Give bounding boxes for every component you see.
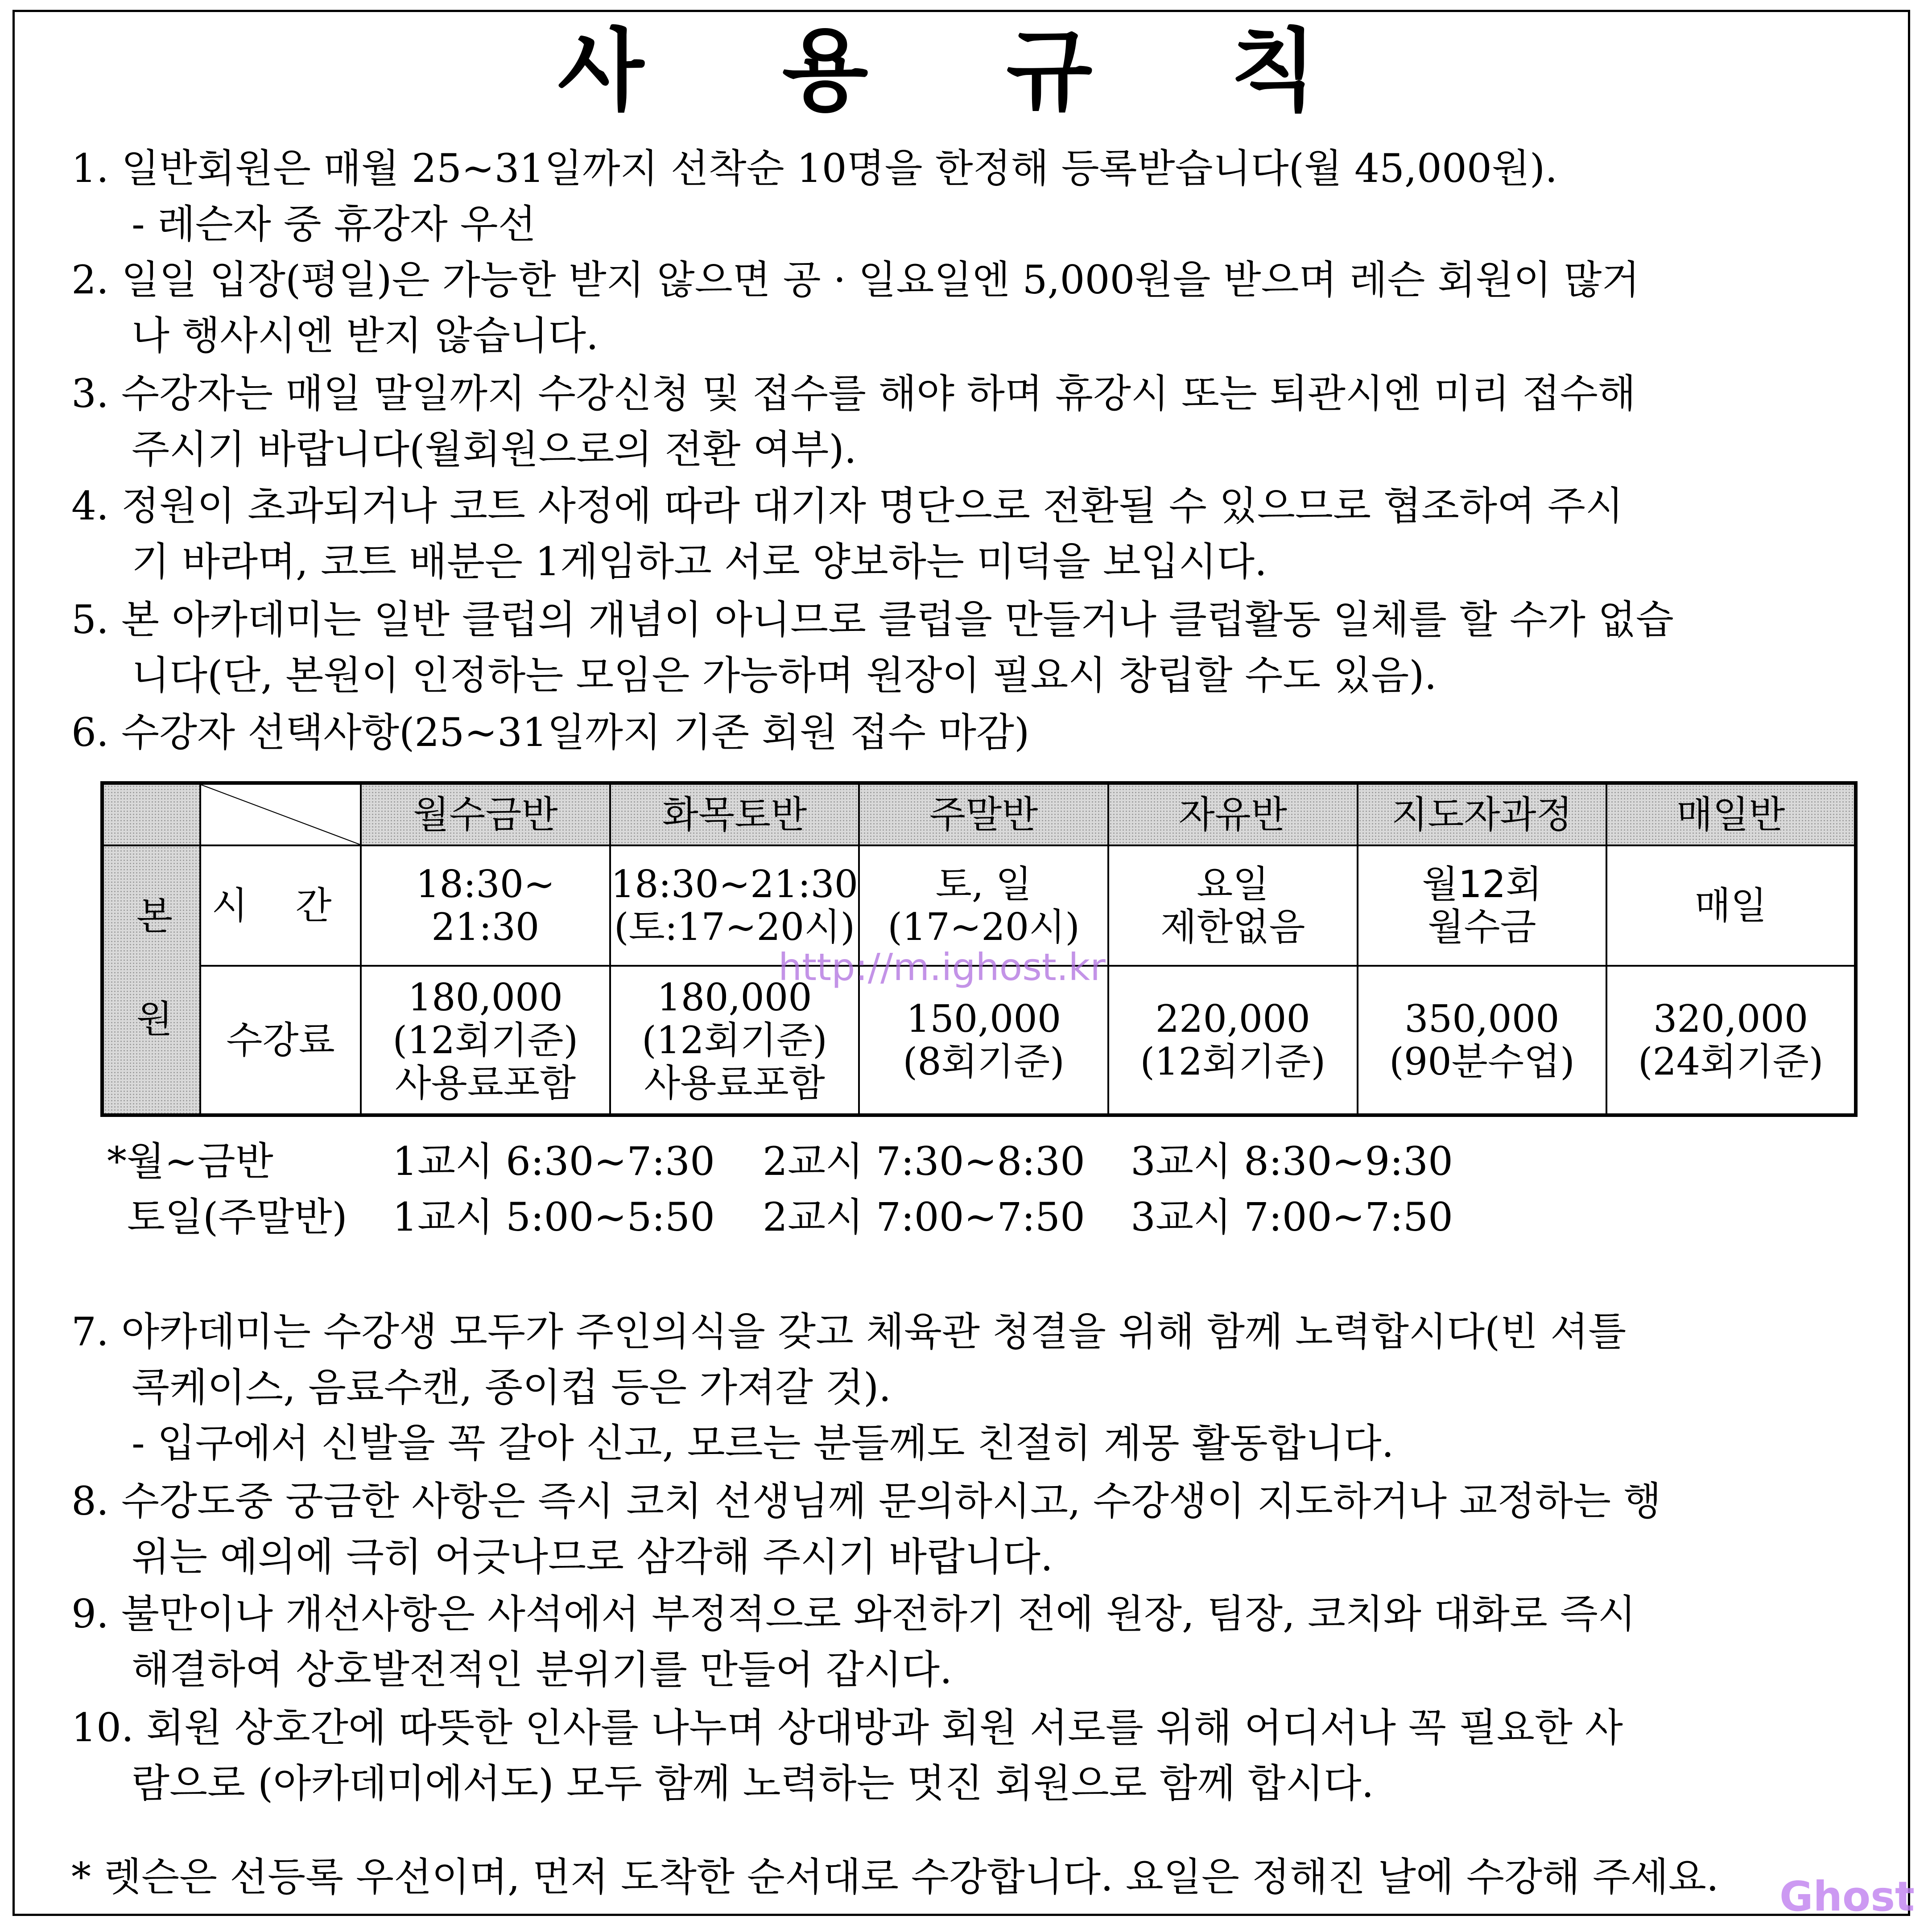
rule-7-sub: - 입구에서 신발을 꼭 갈아 신고, 모르는 분들께도 친절히 계몽 활동합니다. [132, 1420, 1394, 1466]
table-corner [102, 783, 200, 845]
rule-2-cont: 나 행사시엔 받지 않습니다. [132, 313, 599, 358]
col-header-free: 자유반 [1108, 783, 1358, 845]
rule-7-cont: 콕케이스, 음료수캔, 종이컵 등은 가져갈 것). [132, 1364, 892, 1410]
time-cell: 18:30~21:30 (토:17~20시) [610, 845, 859, 966]
period-weekday-label: *월~금반 [107, 1138, 273, 1184]
period-weekday-2: 2교시 7:30~8:30 [763, 1138, 1085, 1184]
fee-cell: 150,000 (8회기준) [859, 966, 1108, 1115]
col-header-instructor-course: 지도자과정 [1358, 783, 1607, 845]
fee-cell: 350,000 (90분수업) [1358, 966, 1607, 1115]
rule-7: 7. 아카데미는 수강생 모두가 주인의식을 갖고 체육관 청결을 위해 함께 노력합시다(빈 셔틀 [71, 1309, 1627, 1355]
rule-3: 3. 수강자는 매일 말일까지 수강신청 및 접수를 해야 하며 휴강시 또는 퇴관시엔 미리 접수해 [71, 371, 1636, 416]
period-weekend-label: 토일(주말반) [127, 1194, 347, 1240]
rule-5: 5. 본 아카데미는 일반 클럽의 개념이 아니므로 클럽을 만들거나 클럽활동 일체를 할 수가 없습 [71, 597, 1674, 643]
time-cell: 월12회 월수금 [1358, 845, 1607, 966]
time-cell: 18:30~ 21:30 [361, 845, 610, 966]
col-header-mon-wed-fri: 월수금반 [361, 783, 610, 845]
period-weekday-1: 1교시 6:30~7:30 [392, 1138, 715, 1184]
rule-8: 8. 수강도중 궁금한 사항은 즉시 코치 선생님께 문의하시고, 수강생이 지도하거나 교정하는 행 [71, 1478, 1661, 1524]
rule-10: 10. 회원 상호간에 따뜻한 인사를 나누며 상대방과 회원 서로를 위해 어디서나 꼭 필요한 사 [71, 1705, 1623, 1751]
rule-6: 6. 수강자 선택사항(25~31일까지 기존 회원 접수 마감) [71, 709, 1030, 755]
period-weekday-3: 3교시 8:30~9:30 [1131, 1138, 1453, 1184]
rule-9-cont: 해결하여 상호발전적인 분위기를 만들어 갑시다. [132, 1647, 953, 1693]
fee-cell: 180,000 (12회기준) 사용료포함 [361, 966, 610, 1115]
col-header-daily: 매일반 [1606, 783, 1856, 845]
table-diagonal-header [200, 783, 361, 845]
rule-4-cont: 기 바라며, 코트 배분은 1게임하고 서로 양보하는 미덕을 보입시다. [132, 539, 1267, 585]
url-watermark: http://m.ighost.kr [778, 945, 1106, 989]
period-weekend-1: 1교시 5:00~5:50 [392, 1194, 715, 1240]
row-group-label: 본 원 [102, 845, 200, 1115]
row-label-fee: 수강료 [200, 966, 361, 1115]
rule-9: 9. 불만이나 개선사항은 사석에서 부정적으로 와전하기 전에 원장, 팀장, 코치와 대화로 즉시 [71, 1591, 1636, 1637]
fee-cell: 180,000 (12회기준) 사용료포함 [610, 966, 859, 1115]
fee-cell: 320,000 (24회기준) [1606, 966, 1856, 1115]
rule-8-cont: 위는 예의에 극히 어긋나므로 삼각해 주시기 바랍니다. [132, 1534, 1053, 1580]
page-title: 사 용 규 칙 [557, 19, 1371, 123]
footer-note: * 렛슨은 선등록 우선이며, 먼저 도착한 순서대로 수강합니다. 요일은 정해진 날에 수강해 주세요. [71, 1854, 1719, 1900]
row-label-time: 시 간 [200, 845, 361, 966]
rule-5-cont: 니다(단, 본원이 인정하는 모임은 가능하며 원장이 필요시 창립할 수도 있음). [132, 652, 1437, 698]
rule-2: 2. 일일 입장(평일)은 가능한 받지 않으면 공 · 일요일엔 5,000원을 받으며 레슨 회원이 많거 [71, 257, 1640, 303]
col-header-weekend: 주말반 [859, 783, 1108, 845]
rule-4: 4. 정원이 초과되거나 코트 사정에 따라 대기자 명단으로 전환될 수 있으므로 협조하여 주시 [71, 483, 1623, 529]
rule-10-cont: 람으로 (아카데미에서도) 모두 함께 노력하는 멋진 회원으로 함께 합시다. [132, 1760, 1374, 1806]
time-cell: 요일 제한없음 [1108, 845, 1358, 966]
fee-cell: 220,000 (12회기준) [1108, 966, 1358, 1115]
time-cell: 매일 [1606, 845, 1856, 966]
time-cell: 토, 일 (17~20시) [859, 845, 1108, 966]
period-weekend-2: 2교시 7:00~7:50 [763, 1194, 1085, 1240]
col-header-tue-thu-sat: 화목토반 [610, 783, 859, 845]
rule-1-sub: - 레슨자 중 휴강자 우선 [132, 201, 536, 247]
rule-3-cont: 주시기 바랍니다(월회원으로의 전환 여부). [132, 426, 857, 472]
period-weekend-3: 3교시 7:00~7:50 [1131, 1194, 1453, 1240]
ghost-watermark: Ghost [1779, 1873, 1915, 1920]
rule-1: 1. 일반회원은 매월 25~31일까지 선착순 10명을 한정해 등록받습니다(월 45,000원). [71, 145, 1558, 191]
